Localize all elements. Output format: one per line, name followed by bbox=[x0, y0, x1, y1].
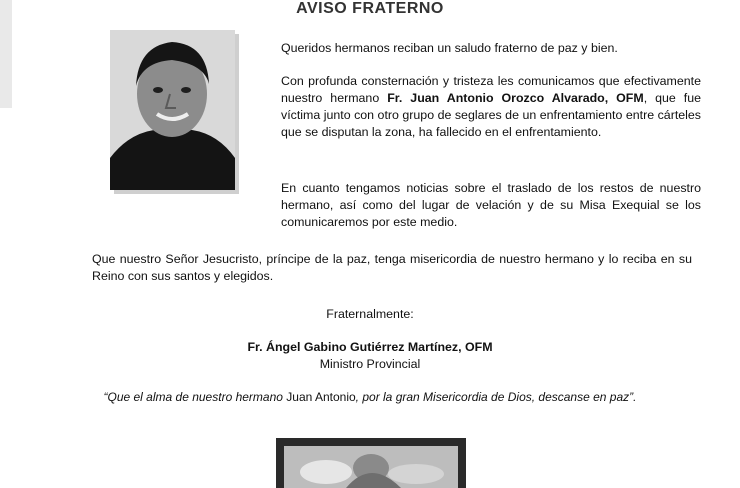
quote-person-name: Juan Antonio bbox=[286, 390, 356, 404]
quote-text-end: , por la gran Misericordia de Dios, descanse en paz”. bbox=[355, 390, 637, 404]
framed-image-art bbox=[276, 438, 466, 488]
portrait-illustration bbox=[110, 30, 235, 190]
quote-text-start: “Que el alma de nuestro hermano bbox=[103, 390, 287, 404]
announcement-text-start: Con profunda consternación y tristeza les comunicamos que efectivamente nuestro hermano bbox=[281, 74, 701, 105]
framed-image bbox=[276, 438, 466, 488]
greeting-text: Queridos hermanos reciban un saludo fraterno de paz y bien. bbox=[281, 41, 618, 55]
signer-name: Fr. Ángel Gabino Gutiérrez Martínez, OFM bbox=[247, 340, 493, 354]
portrait-photo bbox=[110, 30, 235, 190]
closing-text: Fraternalmente: bbox=[326, 307, 414, 321]
deceased-name: Fr. Juan Antonio Orozco Alvarado, OFM bbox=[387, 91, 644, 105]
announcement-paragraph bbox=[281, 73, 701, 141]
announcement-text-end: , que fue víctima junto con otro grupo de seglares de un enfrentamiento entre cárteles que se disputan la zona, ha fallecido en el enfrentamiento. bbox=[281, 91, 701, 139]
arrangements-paragraph: En cuanto tengamos noticias sobre el traslado de los restos de nuestro hermano, así como del lugar de velación y de su Misa Exequial se los comunicaremos por este medio. bbox=[281, 181, 701, 229]
closing-quote bbox=[0, 389, 740, 406]
signer-role: Ministro Provincial bbox=[319, 357, 421, 371]
prayer-paragraph: Que nuestro Señor Jesucristo, príncipe de la paz, tenga misericordia de nuestro hermano y lo reciba en su Reino con sus santos y elegidos. bbox=[92, 252, 692, 283]
notice-title: AVISO FRATERNO bbox=[296, 0, 444, 17]
